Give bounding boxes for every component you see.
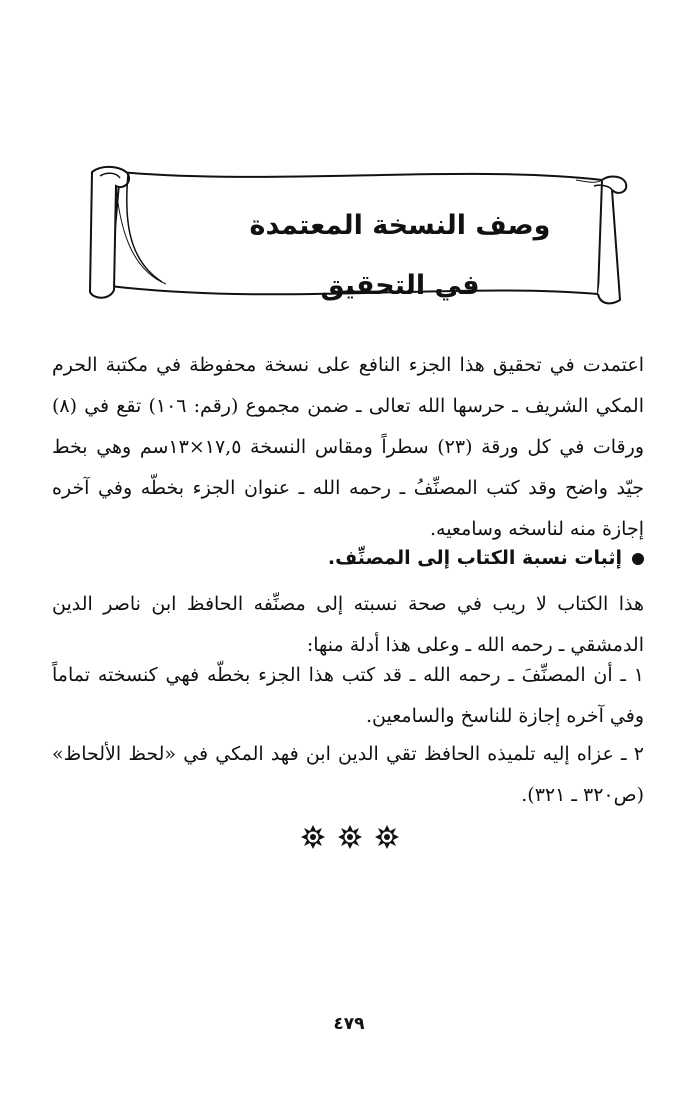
intro-paragraph: [52, 345, 644, 550]
section-heading: [52, 538, 644, 578]
section-heading-text: إثبات نسبة الكتاب إلى المصنِّف.: [327, 547, 622, 569]
star-flower-icon: [374, 824, 400, 850]
section-paragraph: [52, 584, 644, 666]
evidence-point-1: [52, 655, 644, 737]
evidence-point-text: ١ ـ أن المصنِّفَ ـ رحمه الله ـ قد كتب هذا الجزء بخطّه فهي كنسخته تماماً وفي آخره إجازة للناسخ والسامعين.: [52, 664, 644, 727]
page-title: وصف النسخة المعتمدة في التحقيق: [249, 210, 551, 301]
evidence-point-2: [52, 734, 644, 816]
star-flower-icon: [300, 824, 326, 850]
section-divider: [300, 822, 400, 852]
page-number: ٤٧٩: [333, 1014, 365, 1034]
evidence-point-text: ٢ ـ عزاه إليه تلميذه الحافظ تقي الدين ابن فهد المكي في «لحظ الألحاظ» (ص٣٢٠ ـ ٣٢١).: [52, 743, 644, 806]
title-banner: [80, 160, 632, 308]
star-flower-icon: [337, 824, 363, 850]
bullet-icon: [632, 553, 644, 565]
section-text: هذا الكتاب لا ريب في صحة نسبته إلى مصنِّفه الحافظ ابن ناصر الدين الدمشقي ـ رحمه الله ـ وعلى هذا أدلة منها:: [52, 593, 644, 656]
intro-text: اعتمدت في تحقيق هذا الجزء النافع على نسخة محفوظة في مكتبة الحرم المكي الشريف ـ حرسها الله تعالى ـ ضمن مجموع (رقم: ١٠٦) تقع في (٨) ورقات في كل ورقة (٢٣) سطراً ومقاس النسخة ١٧,٥×١٣سم وهي بخط جيّد واضح وقد كتب المصنِّفُ ـ رحمه الله ـ عنوان الجزء بخطّه وفي آخره إجازة منه لناسخه وسامعيه.: [52, 354, 645, 540]
